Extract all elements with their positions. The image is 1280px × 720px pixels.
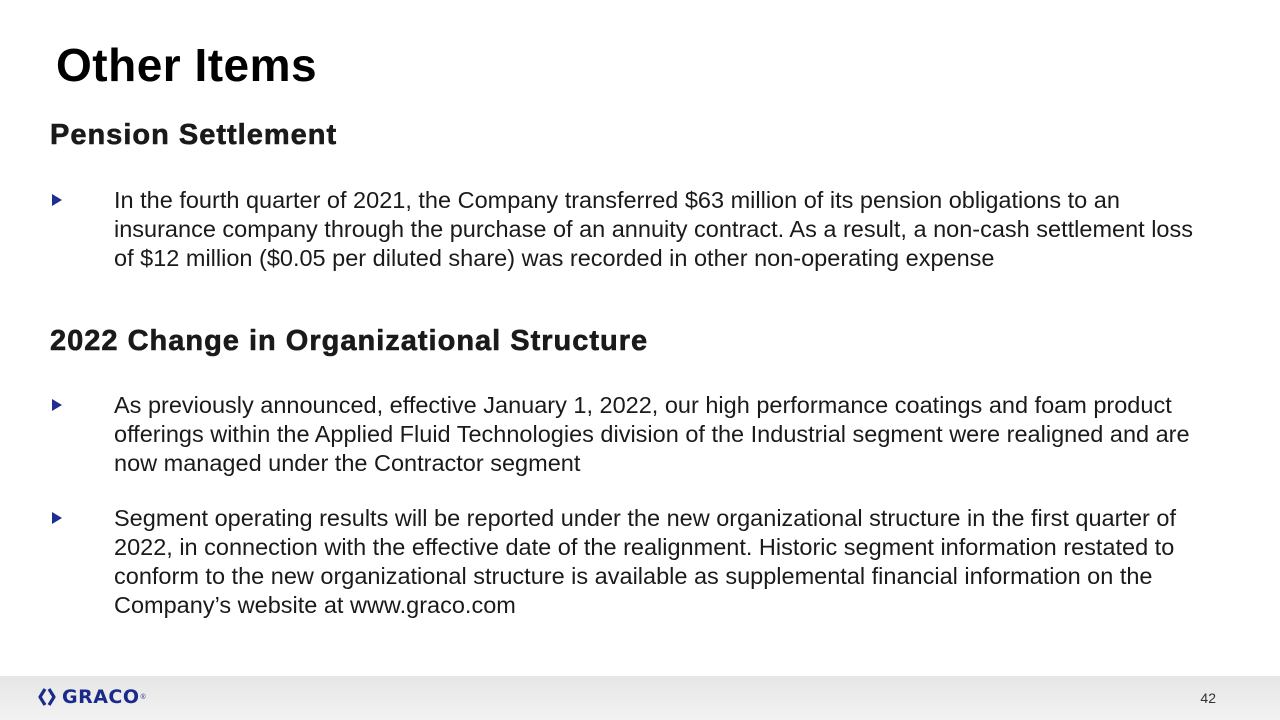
- footer-bar: [0, 676, 1280, 720]
- bullet-text: In the fourth quarter of 2021, the Company transferred $63 million of its pension obligations to an insurance company through the purchase of an annuity contract. As a result, a non-cash settlement loss of $12 million ($0.05 per diluted share) was recorded in other non-operating expense: [114, 187, 1194, 271]
- bullet-item: [52, 504, 1202, 620]
- bullet-arrow-icon: [52, 399, 62, 411]
- graco-logo: [38, 686, 146, 708]
- section-heading-pension: Pension Settlement: [50, 119, 338, 151]
- bullet-arrow-icon: [52, 194, 62, 206]
- bullet-item: [52, 391, 1202, 478]
- logo-registered-mark: ®: [140, 693, 146, 701]
- bullet-text: As previously announced, effective January 1, 2022, our high performance coatings and foam product offerings within the Applied Fluid Technologies division of the Industrial segment were realigned and are now managed under the Contractor segment: [114, 392, 1190, 476]
- graco-logo-icon: [38, 687, 56, 707]
- bullet-arrow-icon: [52, 512, 62, 524]
- logo-text: GRACO: [62, 686, 140, 708]
- slide-title: Other Items: [56, 39, 318, 91]
- section-heading-org-structure: 2022 Change in Organizational Structure: [50, 325, 649, 357]
- bullet-text: Segment operating results will be reported under the new organizational structure in the first quarter of 2022, in connection with the effective date of the realignment. Historic segment information restated to conform to the new organizational structure is available as supplemental financial information on the Company’s website at www.graco.com: [114, 505, 1176, 618]
- bullet-item: [52, 186, 1202, 273]
- page-number: 42: [1200, 690, 1216, 706]
